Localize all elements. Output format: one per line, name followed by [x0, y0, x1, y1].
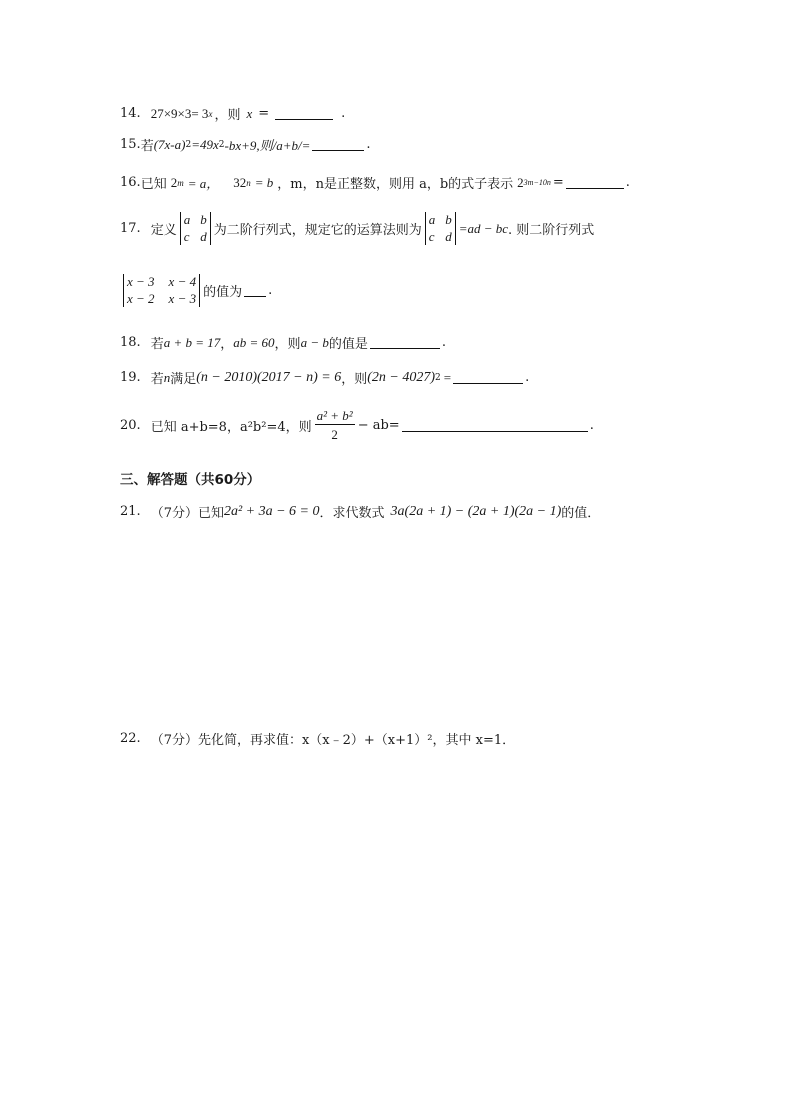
period: .: [366, 137, 371, 152]
determinant-rule: [425, 212, 456, 245]
expression: = b: [254, 174, 274, 190]
expression: (2n − 4027): [367, 369, 436, 385]
period: .: [341, 106, 346, 121]
question-number: 18.: [120, 335, 141, 350]
answer-blank[interactable]: [275, 107, 333, 120]
text: ，则: [341, 372, 368, 387]
answer-blank[interactable]: [244, 284, 266, 297]
text: ，则: [214, 108, 241, 123]
question-16: 16. 已知 2 m = a， 32 n = b ，m，n是正整数，则用 a，b的式子表示 2 3m−10n = .: [120, 174, 630, 192]
rule-expression: =ad − bc: [458, 220, 509, 236]
question-20: [120, 408, 594, 443]
question-21: [120, 502, 600, 521]
det-entry: d: [445, 229, 452, 244]
equals: =: [443, 369, 452, 385]
question-number: 22.: [120, 731, 141, 746]
text: 的值．: [561, 506, 601, 521]
period: .: [525, 370, 530, 385]
det-entry: a: [428, 212, 436, 227]
determinant-problem: [123, 274, 200, 307]
expression: (n − 2010)(2017 − n) = 6: [196, 369, 342, 385]
det-entry: d: [200, 229, 207, 244]
text: 的值为: [203, 285, 243, 300]
separator: ，: [220, 337, 234, 352]
expression: 3a(2a + 1) − (2a + 1)(2a − 1): [390, 503, 562, 519]
base: 2: [517, 174, 524, 190]
base: 32: [233, 174, 247, 190]
text: 已知 a+b=8，a²b²=4，则: [150, 420, 312, 435]
text: − ab=: [357, 418, 400, 433]
expression: 2a² + 3a − 6 = 0: [223, 503, 320, 519]
period: .: [441, 335, 446, 350]
variable: n: [163, 369, 171, 385]
question-number: 21.: [120, 504, 141, 519]
question-17: [120, 212, 594, 245]
expression: a + b = 17: [163, 334, 221, 350]
answer-blank[interactable]: [312, 138, 364, 151]
question-22: [120, 729, 515, 748]
det-entry: b: [445, 212, 452, 227]
question-14: 14. 27×9×3= 3 x ，则 x = .: [120, 105, 346, 123]
equals: =: [552, 175, 564, 190]
det-entry: x − 3: [168, 291, 197, 306]
answer-blank[interactable]: [566, 176, 624, 189]
answer-blank[interactable]: [402, 419, 588, 432]
answer-blank[interactable]: [370, 336, 440, 349]
text: 若: [140, 139, 154, 154]
variable: x: [246, 105, 253, 121]
text: 为二阶行列式，规定它的运算法则为: [213, 223, 422, 238]
det-entry: x − 4: [168, 274, 197, 289]
fraction: [315, 408, 355, 443]
det-entry: c: [428, 229, 435, 244]
expression: 27×9×3= 3: [150, 105, 209, 121]
det-entry: x − 2: [127, 291, 155, 306]
text: ．求代数式: [319, 506, 385, 521]
question-15: 15. 若 (7x-a) 2 =49x 2 -bx+9,则/a+b/= .: [120, 136, 371, 154]
base: 2: [170, 174, 178, 190]
expression: ab = 60: [233, 334, 275, 350]
text: ，则: [274, 337, 301, 352]
expression: =49x: [191, 136, 219, 152]
answer-blank[interactable]: [453, 371, 523, 384]
period: .: [589, 418, 594, 433]
text: 若: [150, 372, 164, 387]
text: 满足: [170, 372, 197, 387]
question-number: 16.: [120, 175, 141, 190]
question-number: 15.: [120, 137, 141, 152]
text: （7分）已知: [150, 506, 224, 521]
section-heading: 三、解答题（共60分）: [120, 472, 261, 488]
text: 已知: [140, 177, 167, 192]
fraction-numerator: a² + b²: [316, 408, 353, 423]
text: （7分）先化简，再求值：x（x﹣2）+（x+1）²，其中 x=1．: [150, 733, 516, 748]
det-entry: x − 3: [127, 274, 155, 289]
question-number: 17.: [120, 221, 141, 236]
equals: =: [258, 106, 270, 121]
expression: a − b: [300, 334, 329, 350]
det-entry: b: [200, 212, 207, 227]
expression: (7x-a): [153, 136, 186, 152]
det-entry: c: [183, 229, 190, 244]
fraction-denominator: 2: [331, 427, 338, 442]
determinant-definition: [180, 212, 211, 245]
question-19: 19. 若 n 满足 (n − 2010)(2017 − n) = 6 ，则 (2n − 4027) 2 = .: [120, 369, 530, 387]
text: 的值是: [328, 337, 368, 352]
text: ，m，n是正整数，则用 a，b的式子表示: [277, 177, 514, 192]
question-number: 19.: [120, 370, 141, 385]
question-number: 14.: [120, 106, 141, 121]
det-entry: a: [183, 212, 191, 227]
period: .: [268, 283, 273, 298]
text: . 则二阶行列式: [508, 223, 595, 238]
text: 若: [150, 337, 164, 352]
question-number: 20.: [120, 418, 141, 433]
text: 定义: [150, 223, 177, 238]
expression: = a，: [187, 176, 220, 191]
period: .: [625, 175, 630, 190]
question-17-continued: [120, 274, 272, 307]
question-18: [120, 333, 446, 352]
expression: -bx+9,则/a+b/=: [224, 138, 311, 153]
